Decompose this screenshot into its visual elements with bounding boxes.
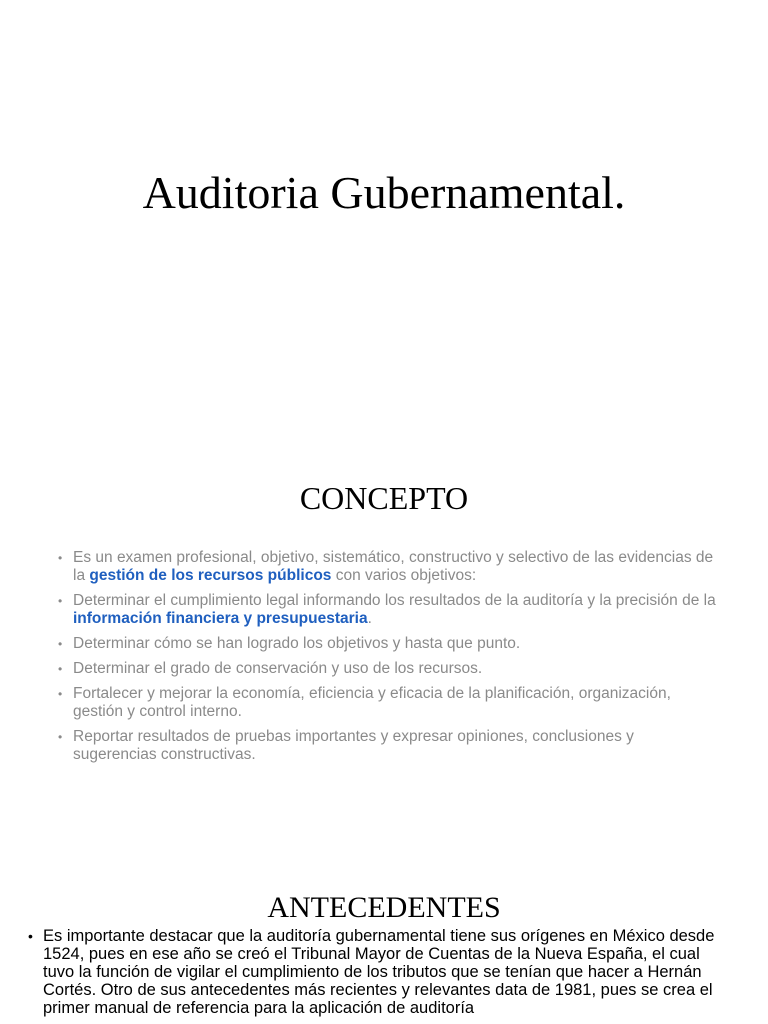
item-highlight: información financiera y presupuestaria	[73, 610, 368, 627]
document-title: Auditoria Gubernamental.	[142, 167, 626, 218]
list-item	[58, 549, 718, 585]
item-text: Determinar el grado de conservación y uso de los recursos.	[73, 660, 483, 677]
item-text: Fortalecer y mejorar la economía, eficiencia y eficacia de la planificación, organización, gestión y control interno.	[73, 685, 671, 720]
item-text: Reportar resultados de pruebas importantes y expresar opiniones, conclusiones y sugerencias constructivas.	[73, 728, 634, 763]
section-title-concepto: CONCEPTO	[299, 480, 469, 516]
item-text-end: .	[367, 610, 372, 627]
bullet-icon: •	[58, 687, 63, 701]
slide-concepto	[0, 448, 768, 868]
list-item	[58, 592, 718, 628]
bullet-icon: •	[58, 637, 63, 651]
item-text: Es importante destacar que la auditoría gubernamental tiene sus orígenes en México desde 1524, pues en ese año se creó el Tribunal Mayor de Cuentas de la Nueva España, el cual tuvo la función de vigilar el cumplimiento de los tributos que se tenían que hacer a Hernán Cortés. Otro de sus antecedentes más recientes y relevantes data de 1981, pues se crea el primer manual de referencia para la aplicación de auditoría	[43, 927, 715, 1017]
bullet-icon: •	[58, 551, 63, 565]
bullet-icon: •	[58, 730, 63, 744]
list-item	[28, 927, 728, 1017]
slide-title-page	[0, 0, 768, 448]
concepto-list	[58, 549, 718, 771]
bullet-icon: •	[58, 594, 63, 608]
section-title-antecedentes: ANTECEDENTES	[267, 891, 501, 924]
item-text: Determinar cómo se han logrado los objetivos y hasta que punto.	[73, 635, 521, 652]
list-item	[58, 635, 718, 653]
bullet-icon: •	[28, 928, 33, 944]
item-text: Es un examen profesional, objetivo, sistemático, constructivo y selectivo de las evidencias de la	[73, 549, 714, 584]
list-item	[58, 728, 718, 764]
list-item	[58, 685, 718, 721]
slide-antecedentes	[0, 868, 768, 1024]
item-text: Determinar el cumplimiento legal informando los resultados de la auditoría y la precisión de la	[73, 592, 716, 609]
item-highlight: gestión de los recursos públicos	[89, 567, 332, 584]
list-item	[58, 660, 718, 678]
antecedentes-list	[28, 927, 728, 1017]
bullet-icon: •	[58, 662, 63, 676]
item-text-end: con varios objetivos:	[331, 567, 477, 584]
